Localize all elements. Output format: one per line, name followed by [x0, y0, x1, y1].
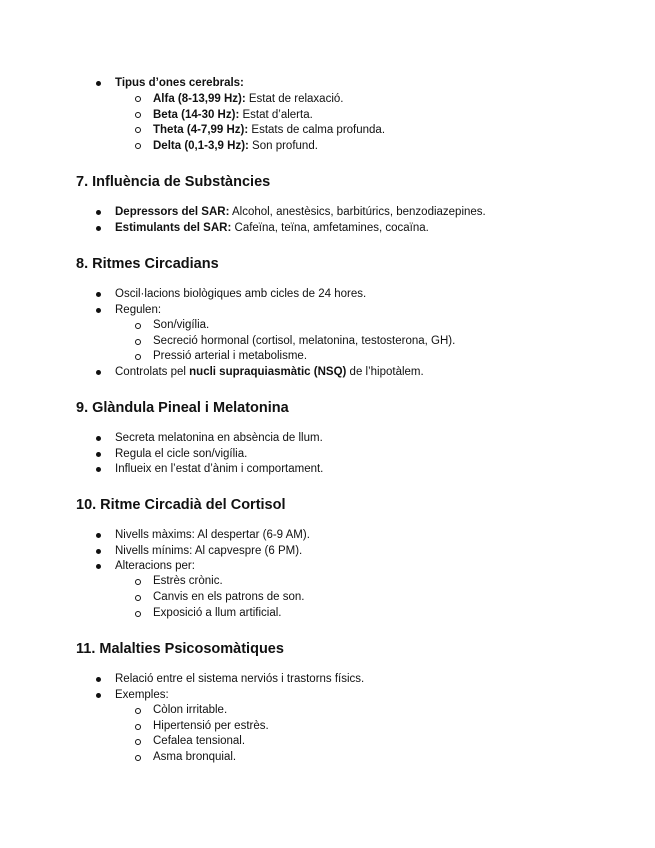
bullet-icon [96, 677, 101, 682]
circle-bullet-icon [135, 739, 141, 745]
circle-bullet-icon [135, 611, 141, 617]
circle-bullet-icon [135, 96, 141, 102]
sub-list-item: Exposició a llum artificial. [153, 607, 282, 619]
section-heading: 9. Glàndula Pineal i Melatonina [76, 400, 289, 416]
bullet-icon [96, 549, 101, 554]
list-item: Exemples: [115, 689, 169, 701]
circle-bullet-icon [135, 143, 141, 149]
section-heading: 7. Influència de Substàncies [76, 174, 271, 190]
circle-bullet-icon [135, 595, 141, 601]
list-item: Secreta melatonina en absència de llum. [115, 432, 323, 444]
bullet-icon [96, 693, 101, 698]
bullet-icon [96, 564, 101, 569]
bullet-icon [96, 467, 101, 472]
circle-bullet-icon [135, 755, 141, 761]
list-item: Oscil·lacions biològiques amb cicles de 24 hores. [115, 288, 367, 300]
circle-bullet-icon [135, 127, 141, 133]
list-item: Regulen: [115, 304, 162, 316]
list-item: Nivells mínims: Al capvespre (6 PM). [115, 545, 303, 557]
bullet-icon [96, 292, 101, 297]
list-item: Alteracions per: [115, 560, 195, 572]
sub-list-item: Asma bronquial. [153, 751, 237, 763]
list-item: Nivells màxims: Al despertar (6-9 AM). [115, 529, 310, 541]
list-item: Depressors del SAR: Alcohol, anestèsics, barbitúrics, benzodiazepines. [115, 206, 486, 218]
bullet-icon [96, 533, 101, 538]
sub-list-item: Hipertensió per estrès. [153, 720, 269, 732]
circle-bullet-icon [135, 708, 141, 714]
bullet-icon [96, 452, 101, 457]
bullet-icon [96, 370, 101, 375]
sub-list-item: Alfa (8-13,99 Hz): Estat de relaxació. [153, 93, 344, 105]
section-heading: 8. Ritmes Circadians [76, 256, 219, 272]
section-heading: 11. Malalties Psicosomàtiques [76, 641, 284, 657]
bullet-icon [96, 210, 101, 215]
sub-list-item: Theta (4-7,99 Hz): Estats de calma profunda. [153, 124, 386, 136]
bullet-icon [96, 81, 101, 86]
circle-bullet-icon [135, 323, 141, 329]
sub-list-item: Estrès crònic. [153, 575, 223, 587]
circle-bullet-icon [135, 339, 141, 345]
section-heading: 10. Ritme Circadià del Cortisol [76, 497, 286, 513]
sub-list-item: Cefalea tensional. [153, 735, 246, 747]
list-item: Estimulants del SAR: Cafeïna, teïna, amfetamines, cocaïna. [115, 222, 429, 234]
sub-list-item: Delta (0,1-3,9 Hz): Son profund. [153, 140, 318, 152]
circle-bullet-icon [135, 724, 141, 730]
bullet-icon [96, 436, 101, 441]
list-item: Controlats pel nucli supraquiasmàtic (NSQ) de l’hipotàlem. [115, 366, 424, 378]
list-item: Tipus d’ones cerebrals: [115, 77, 244, 89]
sub-list-item: Còlon irritable. [153, 704, 228, 716]
sub-list-item: Beta (14-30 Hz): Estat d’alerta. [153, 109, 313, 121]
list-item: Influeix en l’estat d’ànim i comportament. [115, 463, 324, 475]
list-item: Regula el cicle son/vigília. [115, 448, 248, 460]
sub-list-item: Pressió arterial i metabolisme. [153, 350, 308, 362]
sub-list-item: Canvis en els patrons de son. [153, 591, 305, 603]
circle-bullet-icon [135, 579, 141, 585]
circle-bullet-icon [135, 112, 141, 118]
circle-bullet-icon [135, 354, 141, 360]
bullet-icon [96, 308, 101, 313]
sub-list-item: Secreció hormonal (cortisol, melatonina, testosterona, GH). [153, 335, 456, 347]
bullet-icon [96, 226, 101, 231]
sub-list-item: Son/vigília. [153, 319, 210, 331]
list-item: Relació entre el sistema nerviós i trastorns físics. [115, 673, 365, 685]
